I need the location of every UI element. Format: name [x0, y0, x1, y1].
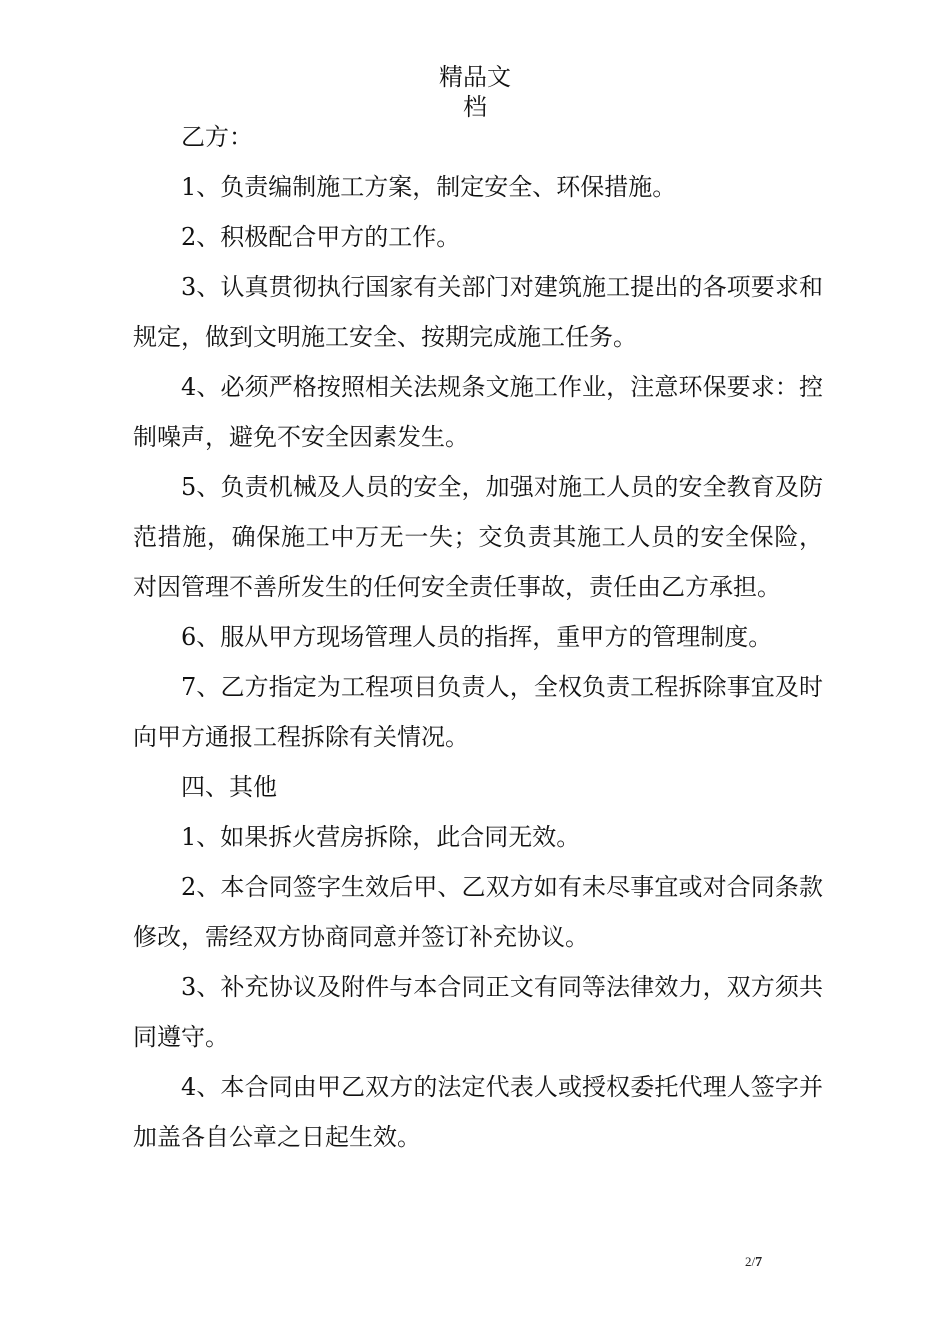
paragraph-other-3: 3、补充协议及附件与本合同正文有同等法律效力，双方须共同遵守。: [133, 973, 823, 1051]
page-number: [745, 1254, 762, 1271]
paragraph-item-5: 5、负责机械及人员的安全，加强对施工人员的安全教育及防范措施，确保施工中万无一失；交负责其施工人员的安全保险，对因管理不善所发生的任何安全责任事故，责任由乙方承担。: [133, 473, 823, 601]
header-title-line-2: 档: [463, 93, 487, 121]
paragraph-item-2: 2、积极配合甲方的工作。: [181, 223, 461, 251]
paragraph-item-3: 3、认真贯彻执行国家有关部门对建筑施工提出的各项要求和规定，做到文明施工安全、按期完成施工任务。: [133, 273, 823, 351]
paragraph-item-6: 6、服从甲方现场管理人员的指挥，重甲方的管理制度。: [181, 623, 773, 651]
paragraph-other-1: 1、如果拆火营房拆除，此合同无效。: [181, 823, 581, 851]
document-body: [133, 112, 823, 1162]
section-heading-other: 四、其他: [181, 773, 277, 801]
paragraph-item-1: 1、负责编制施工方案，制定安全、环保措施。: [181, 173, 677, 201]
paragraph-other-2: 2、本合同签字生效后甲、乙双方如有未尽事宜或对合同条款修改，需经双方协商同意并签订补充协议。: [133, 873, 823, 951]
page-number-current: 2/: [745, 1254, 756, 1269]
paragraph-party-b-heading: 乙方：: [181, 123, 253, 151]
paragraph-other-4: 4、本合同由甲乙双方的法定代表人或授权委托代理人签字并加盖各自公章之日起生效。: [133, 1073, 823, 1151]
page-number-total: 7: [755, 1255, 763, 1270]
paragraph-item-4: 4、必须严格按照相关法规条文施工作业，注意环保要求：控制噪声，避免不安全因素发生。: [133, 373, 823, 451]
paragraph-item-7: 7、乙方指定为工程项目负责人，全权负责工程拆除事宜及时向甲方通报工程拆除有关情况。: [133, 673, 823, 751]
header-title-line-1: 精品文: [439, 63, 511, 91]
